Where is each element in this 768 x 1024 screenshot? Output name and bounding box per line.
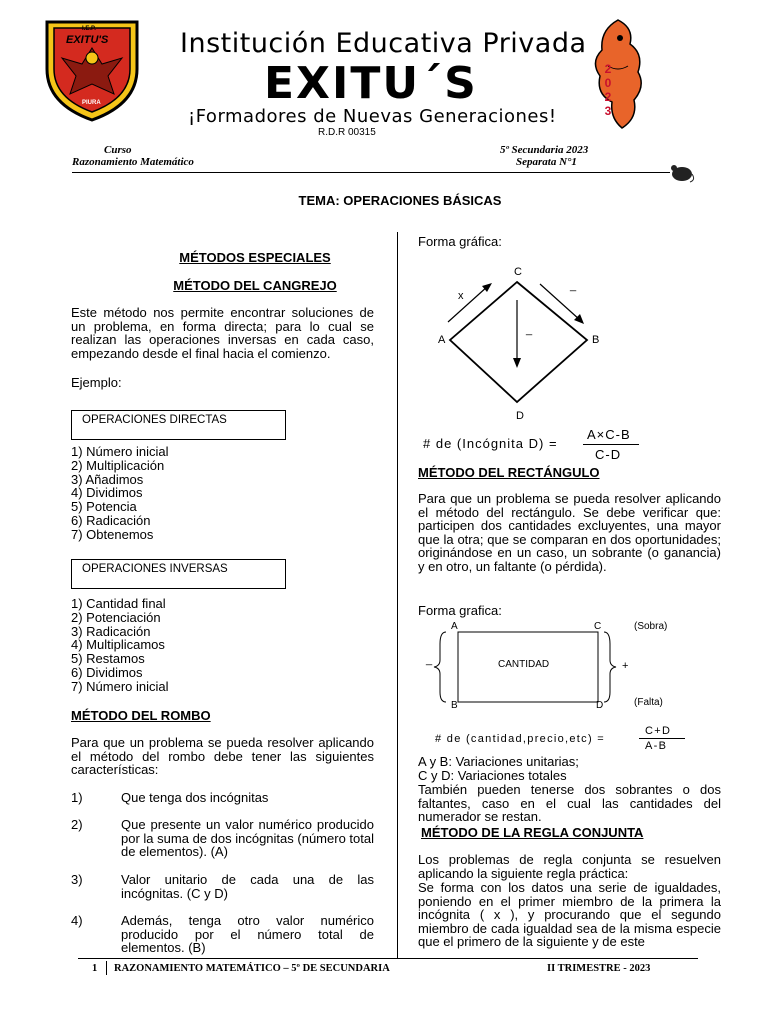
school-logo [42,14,142,124]
vertex-label-d: D [516,410,524,422]
item-number: 1) [71,790,83,805]
fraction-bar [639,738,685,739]
direct-ops-box: OPERACIONES DIRECTAS [71,410,286,440]
formula-lhs: # de (Incógnita D) = [423,436,558,451]
item-number: 4) [71,913,83,928]
rect-label-c: C [594,621,602,632]
sheet-number: Separata N°1 [516,156,577,168]
sobra-label: (Sobra) [634,621,668,632]
rdr-code: R.D.R 00315 [318,127,376,138]
page-number: 1 [92,963,98,974]
year-digit: 0 [604,76,612,90]
item-text: Además, tenga otro valor numérico producido por el número total de elementos. (B) [121,913,374,956]
formula-rombo [423,428,653,464]
course-label: Curso [104,144,132,156]
list-item: 3) Radicación [71,623,151,639]
item-number: 3) [71,872,83,887]
list-item: 2) Multiplicación [71,457,165,473]
list-item: 1) Número inicial [71,444,169,459]
item-text: Que presente un valor numérico producido por la suma de dos incógnitas (número total de elementos). (A) [121,817,374,860]
footer-term: II TRIMESTRE - 2023 [547,963,651,974]
falta-label: (Falta) [634,697,663,708]
graphic-label: Forma gráfica: [418,234,502,249]
list-item: 3) Añadimos [71,471,144,487]
logo-city: PIURA [82,100,101,106]
inverse-ops-list [71,597,169,694]
cangrejo-text: Este método nos permite encontrar soluciones de un problema, en forma directa; para lo cual se realizan las operaciones inversas en cada caso, empezando desde el final hacia el comienzo. [71,305,374,361]
list-item: 4) Dividimos [71,485,143,501]
rhombus-diagram [430,262,610,422]
rect-label-d: D [596,700,604,711]
rombo-text: Para que un problema se pueda resolver aplicando el método del rombo debe tener las siguientes características: [71,735,374,778]
conditions-list [71,791,374,955]
vertex-label-c: C [514,266,522,278]
formula-numerator: A×C-B [587,427,631,442]
direct-ops-list [71,445,169,542]
formula-numerator: C+D [645,725,672,737]
school-name: EXITU´S [264,58,478,109]
grade: 5º Secundaria 2023 [500,144,589,156]
conjunta-text-2: Se forma con los datos una serie de igualdades, poniendo en el primer miembro de la primera la incógnita ( x ), y procurando que el segundo miembro de cada igualdad sea de la misma especie que el primero de la siguiente y de este [418,880,721,950]
logo-name: EXITU'S [66,34,109,46]
formula-denominator: C-D [595,447,622,462]
institution-name: Institución Educativa Privada [180,28,587,59]
minus-sign: _ [570,280,577,292]
list-item: 5) Potencia [71,499,137,515]
list-item [71,818,374,873]
formula-lhs: # de (cantidad,precio,etc) = [435,733,606,745]
rect-title: MÉTODO DEL RECTÁNGULO [418,465,600,480]
example-label: Ejemplo: [71,375,122,390]
list-item: 1) Cantidad final [71,596,166,611]
mouse-icon [668,160,696,189]
inverse-ops-box: OPERACIONES INVERSAS [71,559,286,589]
note-line: C y D: Variaciones totales [418,768,567,783]
mascot-image [588,14,648,134]
plus-sign: + [622,660,629,672]
conjunta-text-1: Los problemas de regla conjunta se resuelven aplicando la siguiente regla práctica: [418,852,721,881]
year-vertical [600,62,616,118]
year-digit: 2 [604,90,612,104]
rect-text: Para que un problema se pueda resolver aplicando el método del rectángulo. Se debe verificar que: participen dos cantidades excluyentes, una mayor que la otra; que se comparan en dos oportunidades; originándose en un caso, un sobrante (o ganancia) y en otro, un faltante (o pérdida). [418,491,721,574]
year-digit: 2 [604,62,612,76]
note-line: A y B: Variaciones unitarias; [418,754,579,769]
rect-label-a: A [451,621,458,632]
section-title: MÉTODOS ESPECIALES [179,250,331,265]
list-item: 2) Potenciación [71,609,161,625]
fraction-bar [583,444,639,445]
list-item: 5) Restamos [71,651,145,667]
list-item: 6) Radicación [71,512,151,528]
footer-rule [78,958,698,959]
vertex-label-a: A [438,334,446,346]
course-name: Razonamiento Matemático [72,156,194,168]
item-text: Valor unitario de cada una de las incógnitas. (C y D) [121,872,374,901]
topic-title: TEMA: OPERACIONES BÁSICAS [298,193,502,208]
column-divider [397,232,398,958]
list-item: 7) Obtenemos [71,526,154,542]
list-item: 4) Multiplicamos [71,637,165,653]
logo-top-text: I.E.P. [82,26,96,32]
item-number: 2) [71,817,83,832]
rectangle-diagram [420,620,680,716]
list-item [71,873,374,914]
list-item: 6) Dividimos [71,664,143,680]
year-digit: 3 [604,104,612,118]
header-rule [72,172,670,173]
rombo-title: MÉTODO DEL ROMBO [71,708,211,723]
item-text: Que tenga dos incógnitas [121,790,269,805]
footer-separator [106,961,107,975]
minus-sign: _ [426,654,433,666]
list-item [71,914,374,955]
rect-label-b: B [451,700,458,711]
minus-sign: _ [526,324,533,336]
mult-sign: x [458,290,464,302]
formula-denominator: A-B [645,740,668,752]
conjunta-title: MÉTODO DE LA REGLA CONJUNTA [421,825,644,840]
note-line: También pueden tenerse dos sobrantes o dos faltantes, caso en el cual las cantidades del numerador se restan. [418,782,721,825]
graphic-label-2: Forma grafica: [418,603,502,618]
footer-course: RAZONAMIENTO MATEMÁTICO – 5º DE SECUNDARIA [114,963,390,974]
list-item [71,791,374,818]
rect-center-label: CANTIDAD [498,659,550,670]
list-item: 7) Número inicial [71,678,169,694]
cangrejo-title: MÉTODO DEL CANGREJO [173,278,337,293]
slogan: ¡Formadores de Nuevas Generaciones! [188,106,557,127]
vertex-label-b: B [592,334,600,346]
